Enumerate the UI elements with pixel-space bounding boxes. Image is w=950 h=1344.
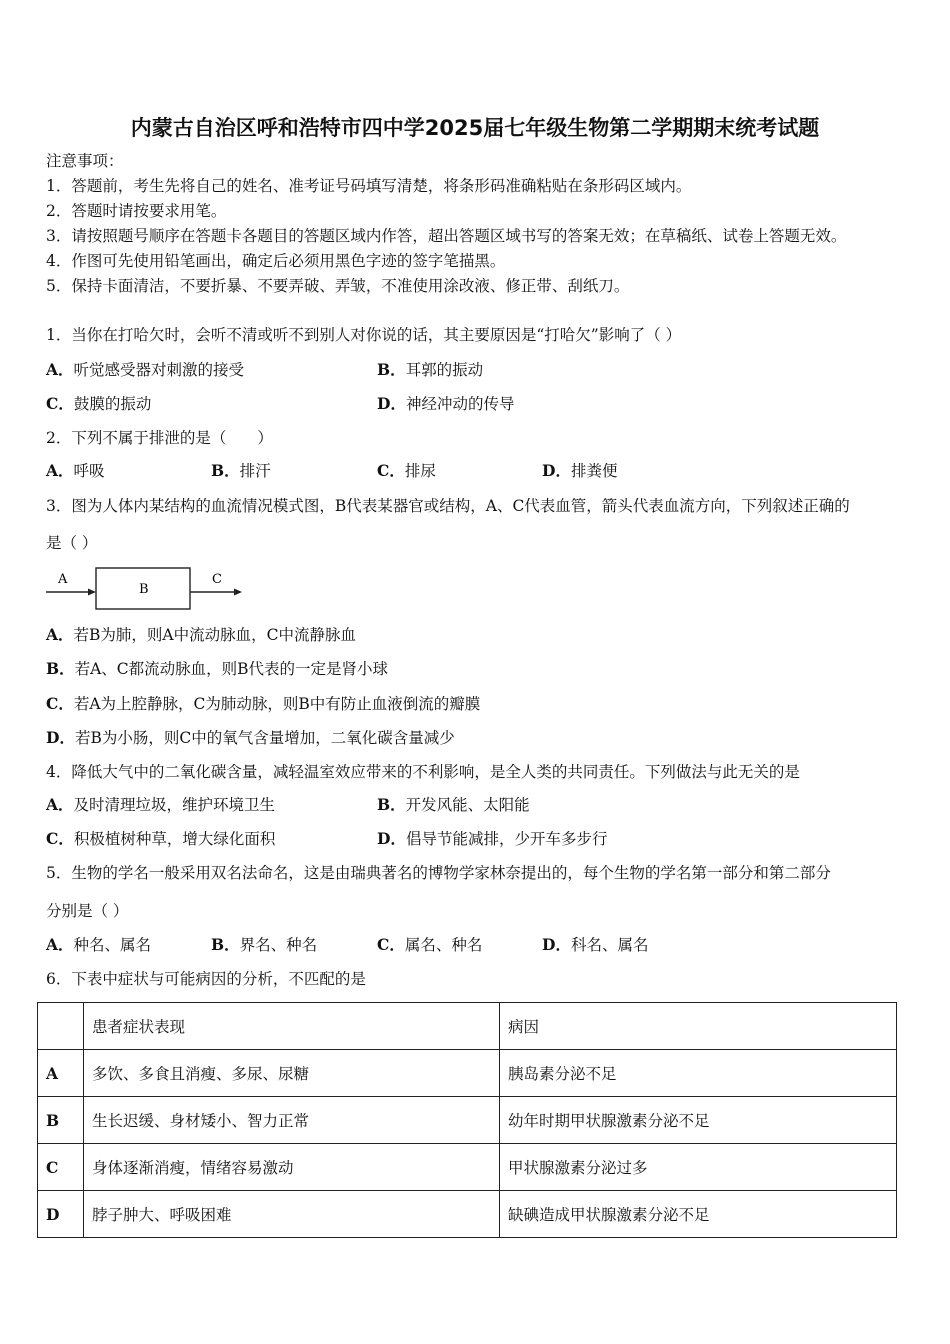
notice-item: 3．请按照题号顺序在答题卡各题目的答题区域内作答，超出答题区域书写的答案无效；在草稿纸、试卷上答题无效。: [46, 227, 847, 245]
q1-option-d[interactable]: D．神经冲动的传导: [377, 394, 515, 413]
q4-option-d[interactable]: D．倡导节能减排，少开车多步行: [377, 829, 608, 848]
q5-option-c[interactable]: C．属名、种名: [377, 935, 483, 954]
q1-option-c[interactable]: C．鼓膜的振动: [46, 394, 152, 413]
q4-option-a[interactable]: A．及时清理垃圾，维护环境卫生: [46, 795, 276, 814]
page-title: 内蒙古自治区呼和浩特市四中学2025届七年级生物第二学期期末统考试题: [130, 116, 820, 140]
notice-item: 1．答题前，考生先将自己的姓名、准考证号码填写清楚，将条形码准确粘贴在条形码区域内。: [46, 177, 692, 195]
notice-item: 2．答题时请按要求用笔。: [46, 202, 227, 220]
question-4-stem: 4．降低大气中的二氧化碳含量，减轻温室效应带来的不利影响，是全人类的共同责任。下列做法与此无关的是: [46, 763, 800, 781]
q2-option-c[interactable]: C．排尿: [377, 461, 436, 480]
row-key: A: [38, 1050, 84, 1097]
vessel-c-arrow: [234, 589, 242, 596]
symptom-table: [37, 1002, 897, 1238]
cause-cell: 幼年时期甲状腺激素分泌不足: [500, 1097, 897, 1144]
table-header-cell: 病因: [500, 1003, 897, 1050]
question-3-stem-cont: 是（ ）: [46, 534, 98, 552]
cause-cell: 甲状腺激素分泌过多: [500, 1144, 897, 1191]
symptom-cell: 脖子肿大、呼吸困难: [84, 1191, 500, 1238]
question-2-stem: 2．下列不属于排泄的是（ ）: [46, 429, 273, 447]
cause-cell: 缺碘造成甲状腺激素分泌不足: [500, 1191, 897, 1238]
q4-option-b[interactable]: B．开发风能、太阳能: [377, 795, 530, 814]
row-key: D: [38, 1191, 84, 1238]
row-key: C: [38, 1144, 84, 1191]
symptom-cell: 多饮、多食且消瘦、多尿、尿糖: [84, 1050, 500, 1097]
question-3-stem: 3．图为人体内某结构的血流情况模式图，B代表某器官或结构，A、C代表血管，箭头代表血流方向，下列叙述正确的: [46, 497, 850, 515]
q4-option-c[interactable]: C．积极植树种草，增大绿化面积: [46, 829, 276, 848]
table-header-cell: 患者症状表现: [84, 1003, 500, 1050]
blood-flow-diagram: [44, 565, 249, 613]
q2-option-a[interactable]: A．呼吸: [46, 461, 105, 480]
q3-option-b[interactable]: B．若A、C都流动脉血，则B代表的一定是肾小球: [46, 659, 389, 678]
notice-item: 5．保持卡面清洁，不要折暴、不要弄破、弄皱，不准使用涂改液、修正带、刮纸刀。: [46, 277, 630, 295]
q2-option-b[interactable]: B．排汗: [211, 461, 271, 480]
question-1-stem: 1．当你在打哈欠时，会听不清或听不到别人对你说的话，其主要原因是“打哈欠”影响了（ ）: [46, 326, 682, 344]
cause-cell: 胰岛素分泌不足: [500, 1050, 897, 1097]
question-6-stem: 6．下表中症状与可能病因的分析，不匹配的是: [46, 970, 366, 988]
label-c: C: [212, 572, 222, 587]
table-header-row: [38, 1003, 897, 1050]
q3-option-a[interactable]: A．若B为肺，则A中流动脉血，C中流静脉血: [46, 625, 356, 644]
question-5-stem: 5．生物的学名一般采用双名法命名，这是由瑞典著名的博物学家林奈提出的，每个生物的学名第一部分和第二部分: [46, 864, 831, 882]
notice-heading: 注意事项：: [46, 152, 124, 170]
q2-option-d[interactable]: D．排粪便: [542, 461, 618, 480]
q3-option-d[interactable]: D．若B为小肠，则C中的氧气含量增加，二氧化碳含量减少: [46, 728, 455, 747]
table-row[interactable]: [38, 1191, 897, 1238]
q5-option-a[interactable]: A．种名、属名: [46, 935, 152, 954]
table-row[interactable]: [38, 1097, 897, 1144]
label-a: A: [58, 572, 68, 587]
vessel-a-arrow: [88, 589, 96, 596]
row-key: B: [38, 1097, 84, 1144]
notice-item: 4．作图可先使用铅笔画出，确定后必须用黑色字迹的签字笔描黑。: [46, 252, 506, 270]
q5-option-b[interactable]: B．界名、种名: [211, 935, 318, 954]
symptom-cell: 身体逐渐消瘦，情绪容易激动: [84, 1144, 500, 1191]
symptom-cell: 生长迟缓、身材矮小、智力正常: [84, 1097, 500, 1144]
q1-option-a[interactable]: A．听觉感受器对刺激的接受: [46, 360, 245, 379]
table-row[interactable]: [38, 1050, 897, 1097]
q3-option-c[interactable]: C．若A为上腔静脉，C为肺动脉，则B中有防止血液倒流的瓣膜: [46, 694, 481, 713]
label-b: B: [139, 582, 149, 597]
question-5-stem-cont: 分别是（ ）: [46, 902, 129, 920]
q1-option-b[interactable]: B．耳郭的振动: [377, 360, 484, 379]
table-row[interactable]: [38, 1144, 897, 1191]
q5-option-d[interactable]: D．科名、属名: [542, 935, 649, 954]
table-header-cell: [38, 1003, 84, 1050]
